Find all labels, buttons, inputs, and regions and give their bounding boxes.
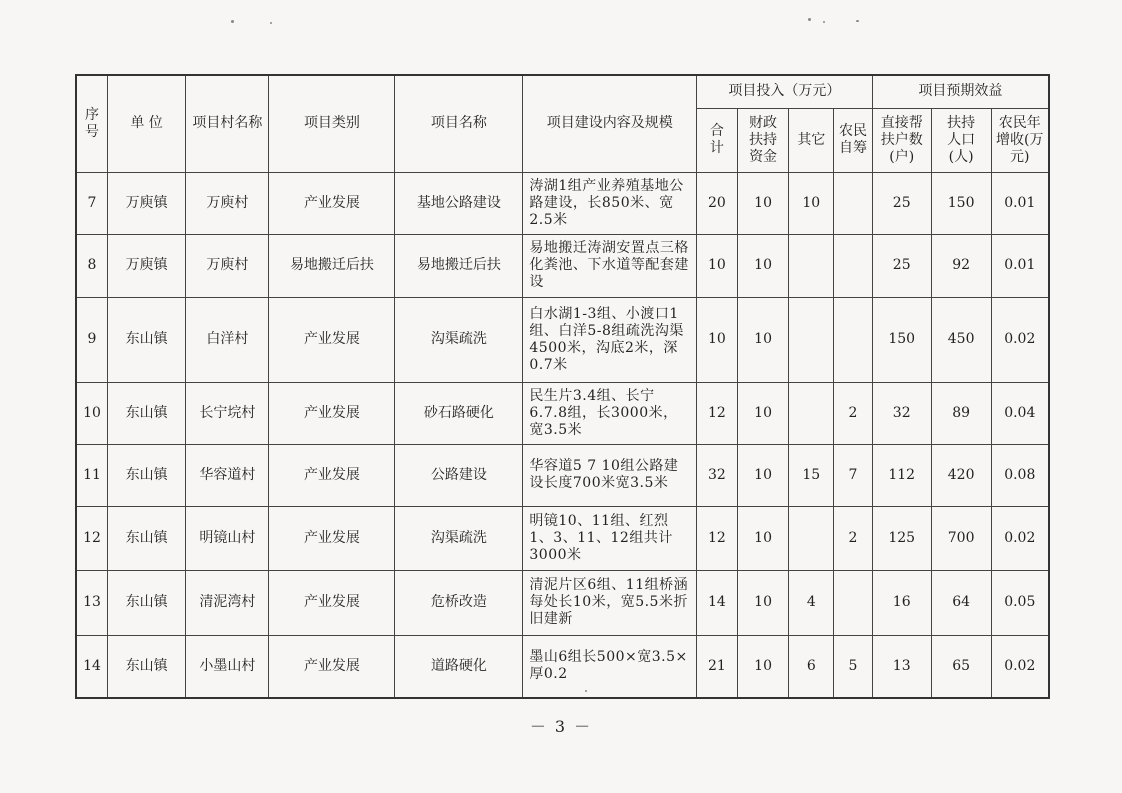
cell-content: 清泥片区6组、11组桥涵每处长10米，宽5.5米折旧建新 bbox=[523, 570, 697, 635]
header-people: 扶持人口(人) bbox=[931, 108, 991, 172]
cell-farmer bbox=[834, 297, 873, 382]
table-row bbox=[76, 506, 1049, 570]
scan-speck bbox=[808, 18, 811, 21]
cell-people: 65 bbox=[931, 635, 991, 698]
cell-other: 10 bbox=[789, 172, 834, 234]
cell-category: 产业发展 bbox=[269, 570, 395, 635]
cell-other: 4 bbox=[789, 570, 834, 635]
table-body bbox=[76, 172, 1049, 698]
cell-fiscal: 10 bbox=[737, 635, 789, 698]
cell-income: 0.08 bbox=[991, 444, 1049, 506]
cell-village: 万庾村 bbox=[186, 172, 269, 234]
cell-unit: 东山镇 bbox=[107, 635, 185, 698]
cell-project-name: 公路建设 bbox=[395, 444, 523, 506]
cell-farmer bbox=[834, 172, 873, 234]
header-unit: 单 位 bbox=[107, 75, 185, 172]
scan-speck bbox=[231, 20, 234, 23]
cell-households: 13 bbox=[872, 635, 931, 698]
cell-people: 89 bbox=[931, 382, 991, 444]
header-village: 项目村名称 bbox=[186, 75, 269, 172]
cell-total: 10 bbox=[697, 234, 738, 297]
scan-speck bbox=[823, 21, 825, 23]
cell-category: 易地搬迁后扶 bbox=[269, 234, 395, 297]
cell-project-name: 沟渠疏洗 bbox=[395, 506, 523, 570]
scan-speck bbox=[270, 22, 272, 24]
cell-income: 0.01 bbox=[991, 234, 1049, 297]
cell-other bbox=[789, 234, 834, 297]
cell-people: 700 bbox=[931, 506, 991, 570]
header-households: 直接帮扶户数(户) bbox=[872, 108, 931, 172]
cell-other: 6 bbox=[789, 635, 834, 698]
cell-income: 0.02 bbox=[991, 297, 1049, 382]
cell-fiscal: 10 bbox=[737, 297, 789, 382]
cell-content: 民生片3.4组、长宁6.7.8组，长3000米，宽3.5米 bbox=[523, 382, 697, 444]
cell-village: 清泥湾村 bbox=[186, 570, 269, 635]
header-total: 合计 bbox=[697, 108, 738, 172]
header-other: 其它 bbox=[789, 108, 834, 172]
header-farmer: 农民自筹 bbox=[834, 108, 873, 172]
cell-households: 16 bbox=[872, 570, 931, 635]
cell-category: 产业发展 bbox=[269, 382, 395, 444]
cell-households: 150 bbox=[872, 297, 931, 382]
header-benefit-group: 项目预期效益 bbox=[872, 75, 1049, 108]
cell-total: 21 bbox=[697, 635, 738, 698]
project-table bbox=[75, 74, 1050, 699]
cell-people: 150 bbox=[931, 172, 991, 234]
cell-income: 0.02 bbox=[991, 506, 1049, 570]
cell-other bbox=[789, 506, 834, 570]
cell-people: 450 bbox=[931, 297, 991, 382]
cell-project-name: 沟渠疏洗 bbox=[395, 297, 523, 382]
cell-project-name: 易地搬迁后扶 bbox=[395, 234, 523, 297]
cell-unit: 东山镇 bbox=[107, 297, 185, 382]
cell-total: 12 bbox=[697, 382, 738, 444]
cell-village: 万庾村 bbox=[186, 234, 269, 297]
cell-category: 产业发展 bbox=[269, 297, 395, 382]
cell-seq: 9 bbox=[76, 297, 107, 382]
cell-seq: 7 bbox=[76, 172, 107, 234]
cell-category: 产业发展 bbox=[269, 172, 395, 234]
cell-project-name: 危桥改造 bbox=[395, 570, 523, 635]
cell-category: 产业发展 bbox=[269, 506, 395, 570]
table-header bbox=[76, 75, 1049, 172]
cell-content: 易地搬迁涛湖安置点三格化粪池、下水道等配套建设 bbox=[523, 234, 697, 297]
cell-seq: 8 bbox=[76, 234, 107, 297]
cell-fiscal: 10 bbox=[737, 570, 789, 635]
cell-people: 420 bbox=[931, 444, 991, 506]
table-row bbox=[76, 570, 1049, 635]
cell-category: 产业发展 bbox=[269, 635, 395, 698]
scan-speck bbox=[856, 20, 859, 22]
cell-total: 14 bbox=[697, 570, 738, 635]
table-row bbox=[76, 444, 1049, 506]
header-fiscal: 财政扶持资金 bbox=[737, 108, 789, 172]
cell-unit: 东山镇 bbox=[107, 570, 185, 635]
cell-village: 长宁垸村 bbox=[186, 382, 269, 444]
cell-fiscal: 10 bbox=[737, 444, 789, 506]
cell-content: 墨山6组长500×宽3.5×厚0.2 bbox=[523, 635, 697, 698]
cell-unit: 万庾镇 bbox=[107, 172, 185, 234]
cell-total: 10 bbox=[697, 297, 738, 382]
cell-content: 华容道5 7 10组公路建设长度700米宽3.5米 bbox=[523, 444, 697, 506]
cell-farmer: 5 bbox=[834, 635, 873, 698]
cell-households: 112 bbox=[872, 444, 931, 506]
cell-farmer bbox=[834, 570, 873, 635]
header-investment-group: 项目投入（万元） bbox=[697, 75, 873, 108]
cell-people: 92 bbox=[931, 234, 991, 297]
cell-people: 64 bbox=[931, 570, 991, 635]
cell-households: 125 bbox=[872, 506, 931, 570]
cell-category: 产业发展 bbox=[269, 444, 395, 506]
cell-content: 白水湖1-3组、小渡口1组、白洋5-8组疏洗沟渠4500米，沟底2米，深0.7米 bbox=[523, 297, 697, 382]
table-row bbox=[76, 382, 1049, 444]
cell-fiscal: 10 bbox=[737, 172, 789, 234]
cell-households: 25 bbox=[872, 234, 931, 297]
cell-unit: 东山镇 bbox=[107, 444, 185, 506]
cell-farmer: 7 bbox=[834, 444, 873, 506]
cell-fiscal: 10 bbox=[737, 234, 789, 297]
header-category: 项目类别 bbox=[269, 75, 395, 172]
table-row bbox=[76, 297, 1049, 382]
cell-village: 华容道村 bbox=[186, 444, 269, 506]
page-number: － 3 － bbox=[529, 717, 593, 736]
header-income: 农民年增收(万元) bbox=[991, 108, 1049, 172]
cell-content: 涛湖1组产业养殖基地公路建设，长850米、宽2.5米 bbox=[523, 172, 697, 234]
cell-village: 小墨山村 bbox=[186, 635, 269, 698]
cell-unit: 东山镇 bbox=[107, 506, 185, 570]
cell-households: 32 bbox=[872, 382, 931, 444]
cell-households: 25 bbox=[872, 172, 931, 234]
cell-fiscal: 10 bbox=[737, 382, 789, 444]
cell-income: 0.01 bbox=[991, 172, 1049, 234]
cell-village: 白洋村 bbox=[186, 297, 269, 382]
cell-unit: 东山镇 bbox=[107, 382, 185, 444]
cell-project-name: 基地公路建设 bbox=[395, 172, 523, 234]
table-row bbox=[76, 635, 1049, 698]
table-row bbox=[76, 172, 1049, 234]
cell-total: 20 bbox=[697, 172, 738, 234]
cell-other bbox=[789, 382, 834, 444]
cell-total: 12 bbox=[697, 506, 738, 570]
cell-content: 明镜10、11组、红烈1、3、11、12组共计3000米 bbox=[523, 506, 697, 570]
cell-seq: 11 bbox=[76, 444, 107, 506]
header-content: 项目建设内容及规模 bbox=[523, 75, 697, 172]
cell-village: 明镜山村 bbox=[186, 506, 269, 570]
cell-farmer: 2 bbox=[834, 382, 873, 444]
cell-unit: 万庾镇 bbox=[107, 234, 185, 297]
cell-project-name: 砂石路硬化 bbox=[395, 382, 523, 444]
cell-project-name: 道路硬化 bbox=[395, 635, 523, 698]
cell-other bbox=[789, 297, 834, 382]
header-seq: 序号 bbox=[76, 75, 107, 172]
cell-other: 15 bbox=[789, 444, 834, 506]
cell-farmer: 2 bbox=[834, 506, 873, 570]
cell-total: 32 bbox=[697, 444, 738, 506]
table-row bbox=[76, 234, 1049, 297]
cell-seq: 10 bbox=[76, 382, 107, 444]
cell-seq: 14 bbox=[76, 635, 107, 698]
cell-farmer bbox=[834, 234, 873, 297]
cell-income: 0.05 bbox=[991, 570, 1049, 635]
scan-speck bbox=[585, 690, 587, 692]
cell-seq: 12 bbox=[76, 506, 107, 570]
cell-income: 0.02 bbox=[991, 635, 1049, 698]
header-project-name: 项目名称 bbox=[395, 75, 523, 172]
cell-income: 0.04 bbox=[991, 382, 1049, 444]
cell-seq: 13 bbox=[76, 570, 107, 635]
cell-fiscal: 10 bbox=[737, 506, 789, 570]
